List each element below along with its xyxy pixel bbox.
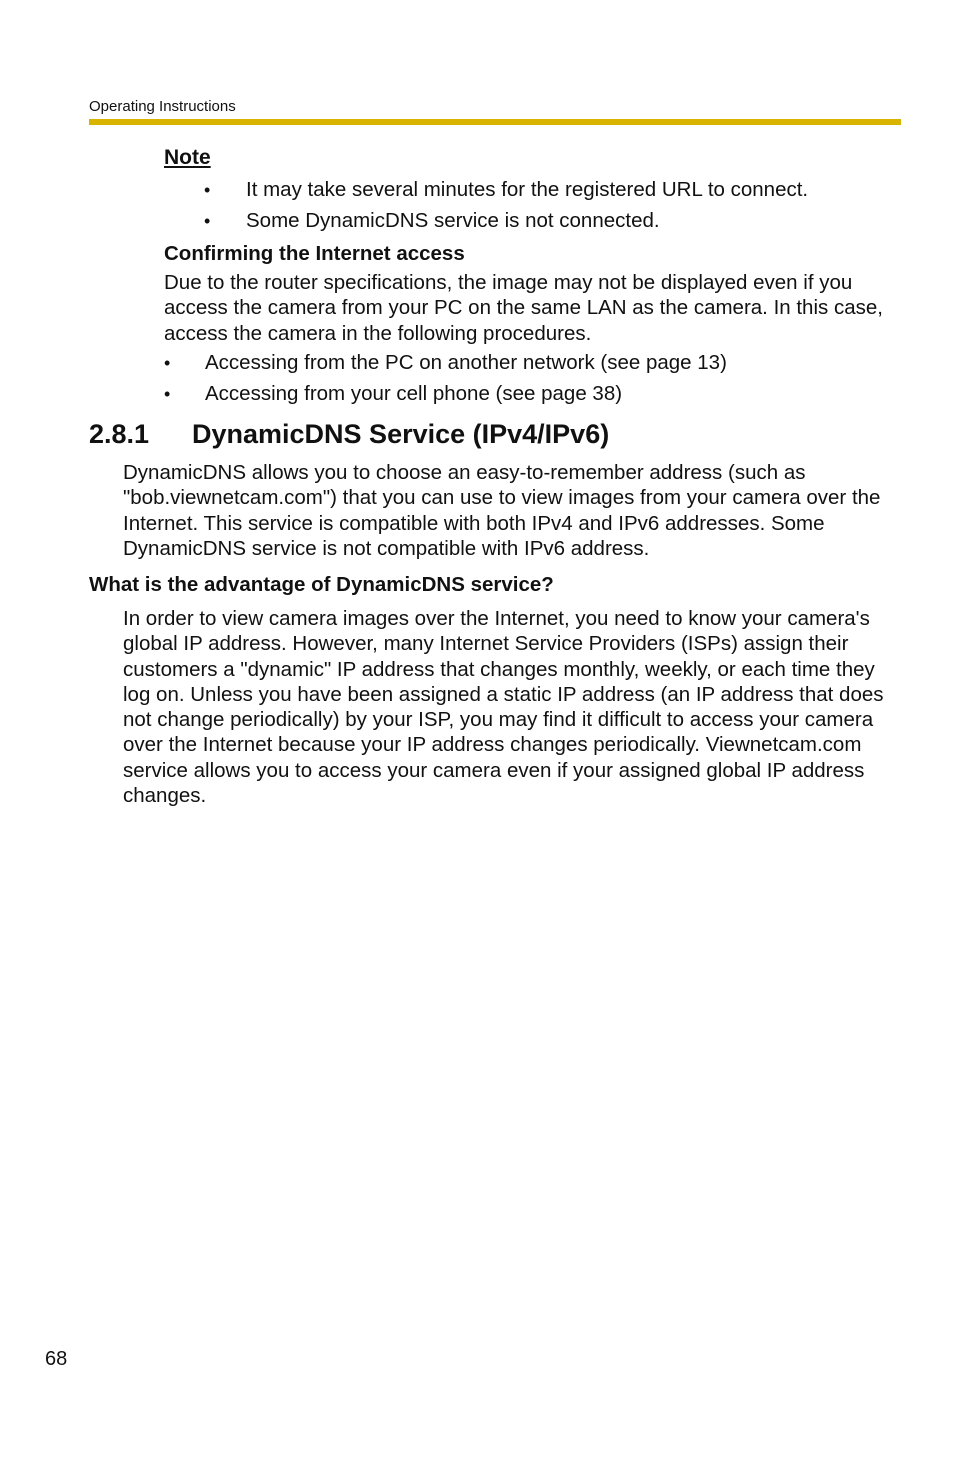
note-title: Note <box>164 146 211 169</box>
bullet-icon: • <box>204 211 211 231</box>
bullet-icon: • <box>204 180 211 200</box>
confirming-paragraph: Due to the router specifications, the image may not be displayed even if you access the camera from your PC on the same LAN as the camera. In this case, access the camera in the following procedures. <box>164 271 883 345</box>
section-heading <box>89 418 609 450</box>
running-header: Operating Instructions <box>89 98 236 115</box>
section-title: DynamicDNS Service (IPv4/IPv6) <box>192 419 610 449</box>
advantage-heading: What is the advantage of DynamicDNS service? <box>89 573 554 596</box>
note-item-text: It may take several minutes for the registered URL to connect. <box>246 178 809 201</box>
bullet-icon: • <box>164 384 171 404</box>
header-rule <box>89 119 901 125</box>
page-number: 68 <box>45 1348 68 1370</box>
confirming-item-text: Accessing from your cell phone (see page 38) <box>205 382 623 405</box>
advantage-paragraph: In order to view camera images over the Internet, you need to know your camera's global IP address. However, many Internet Service Providers (ISPs) assign their customers a "dynamic" IP address that changes monthly, weekly, or each time they log on. Unless you have been assigned a static IP address (an IP address that does not change periodically) by your ISP, you may find it difficult to access your camera over the Internet because your IP address changes periodically. Viewnetcam.com service allows you to access your camera even if your assigned global IP address changes. <box>123 607 884 808</box>
section-intro: DynamicDNS allows you to choose an easy-to-remember address (such as "bob.viewnetcam.com") that you can use to view images from your camera over the Internet. This service is compatible with both IPv4 and IPv6 addresses. Some DynamicDNS service is not compatible with IPv6 address. <box>123 461 881 560</box>
note-item-text: Some DynamicDNS service is not connected. <box>246 209 660 232</box>
bullet-icon: • <box>164 353 171 373</box>
confirming-heading: Confirming the Internet access <box>164 242 465 265</box>
section-number: 2.8.1 <box>89 419 150 449</box>
confirming-item-text: Accessing from the PC on another network (see page 13) <box>205 351 727 374</box>
